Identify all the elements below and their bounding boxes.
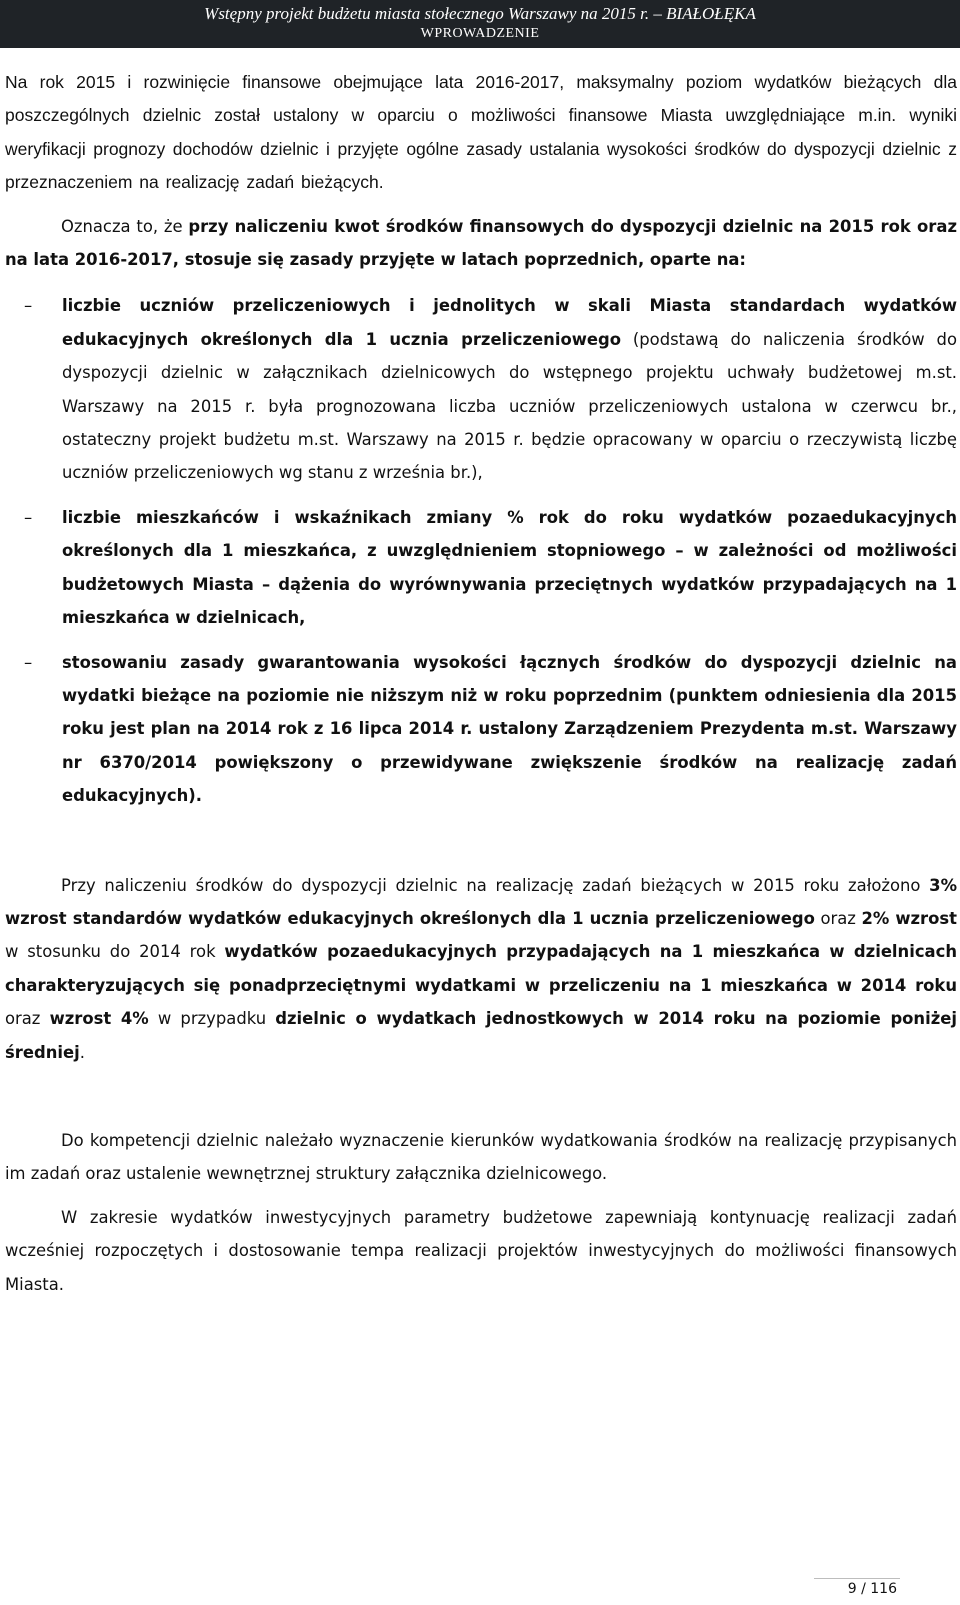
- paragraph-competences: Do kompetencji dzielnic należało wyznaczenie kierunków wydatkowania środków na realizację przypisanych im zadań oraz ustalenie wewnętrznej struktury załącznika dzielnicowego.: [5, 1130, 957, 1184]
- page-header: [0, 0, 960, 48]
- growth-text-6: .: [79, 1042, 85, 1062]
- list-item: [5, 646, 957, 813]
- growth-text-4: oraz: [5, 1009, 50, 1029]
- growth-text-1: Przy naliczeniu środków do dyspozycji dzielnic na realizację zadań bieżących w 2015 roku założono: [61, 875, 930, 895]
- principles-bold: przy naliczeniu kwot środków finansowych do dyspozycji dzielnic na 2015 rok oraz na lata 2016-2017, stosuje się zasady przyjęte w latach poprzednich, oparte na:: [5, 216, 957, 270]
- dash-marker: –: [24, 507, 33, 527]
- list-item: [5, 501, 957, 635]
- bullet-2-bold: liczbie mieszkańców i wskaźnikach zmiany % rok do roku wydatków pozaedukacyjnych określonych dla 1 mieszkańca, z uwzględnieniem stopniowego – w zależności od możliwości budżetowych Miasta – dążenia do wyrównywania przeciętnych wydatków przypadających na 1 mieszkańca w dzielnicach,: [62, 507, 957, 628]
- growth-bold-1: 3% wzrost standardów wydatków edukacyjnych określonych dla 1 ucznia przeliczeniowego: [5, 875, 957, 928]
- principles-list: [5, 289, 957, 812]
- growth-bold-4: wzrost 4%: [49, 1009, 149, 1029]
- document-body: [5, 66, 957, 1301]
- paragraph-principles: [5, 210, 957, 277]
- growth-bold-3: wydatków pozaedukacyjnych przypadających na 1 mieszkańca w dzielnicach charakteryzujących się ponadprzeciętnymi wydatkami w przeliczeniu na 1 mieszkańca w 2014 roku: [5, 942, 957, 995]
- bullet-1-bold: liczbie uczniów przeliczeniowych i jednolitych w skali Miasta standardach wydatków edukacyjnych określonych dla 1 ucznia przeliczeniowego: [62, 296, 957, 349]
- page-number: 9 / 116: [847, 1581, 897, 1597]
- growth-text-5: w przypadku: [148, 1009, 276, 1029]
- growth-text-3: w stosunku do 2014 rok: [5, 942, 225, 962]
- dash-marker: –: [24, 296, 33, 316]
- paragraph-growth: [5, 869, 957, 1069]
- growth-bold-2: 2% wzrost: [861, 908, 957, 928]
- paragraph-investments: W zakresie wydatków inwestycyjnych parametry budżetowe zapewniają kontynuację realizacji zadań wcześniej rozpoczętych i dostosowanie tempa realizacji projektów inwestycyjnych do możliwości finansowych Miasta.: [5, 1207, 957, 1294]
- section-title: WPROWADZENIE: [420, 26, 540, 41]
- principles-lead: Oznacza to, że: [61, 216, 189, 236]
- bullet-3-bold: stosowaniu zasady gwarantowania wysokości łącznych środków do dyspozycji dzielnic na wydatki bieżące na poziomie nie niższym niż w roku poprzednim (punktem odniesienia dla 2015 roku jest plan na 2014 rok z 16 lipca 2014 r. ustalony Zarządzeniem Prezydenta m.st. Warszawy nr 6370/2014 powiększony o przewidywane zwiększenie środków na realizację zadań edukacyjnych).: [62, 652, 957, 806]
- document-title: Wstępny projekt budżetu miasta stołecznego Warszawy na 2015 r. – BIAŁOŁĘKA: [204, 4, 756, 23]
- bullet-1-text: (podstawą do naliczenia środków do dyspozycji dzielnic w załącznikach dzielnicowych do wstępnego projektu uchwały budżetowej m.st. Warszawy na 2015 r. była prognozowana liczba uczniów przeliczeniowych ustalona w czerwcu br., ostateczny projekt budżetu m.st. Warszawy na 2015 r. będzie opracowany w oparciu o rzeczywistą liczbę uczniów przeliczeniowych wg stanu z września br.),: [62, 329, 957, 483]
- footer-divider: [814, 1578, 900, 1579]
- list-item: [5, 289, 957, 489]
- growth-bold-5: dzielnic o wydatkach jednostkowych w 2014 roku na poziomie poniżej średniej: [5, 1009, 957, 1062]
- paragraph-intro: Na rok 2015 i rozwinięcie finansowe obejmujące lata 2016-2017, maksymalny poziom wydatków bieżących dla poszczególnych dzielnic został ustalony w oparciu o możliwości finansowe Miasta uwzględniające m.in. wyniki weryfikacji prognozy dochodów dzielnic i przyjęte ogólne zasady ustalania wysokości środków do dyspozycji dzielnic z przeznaczeniem na realizację zadań bieżących.: [5, 72, 957, 193]
- dash-marker: –: [24, 652, 33, 672]
- growth-text-2: oraz: [814, 908, 862, 928]
